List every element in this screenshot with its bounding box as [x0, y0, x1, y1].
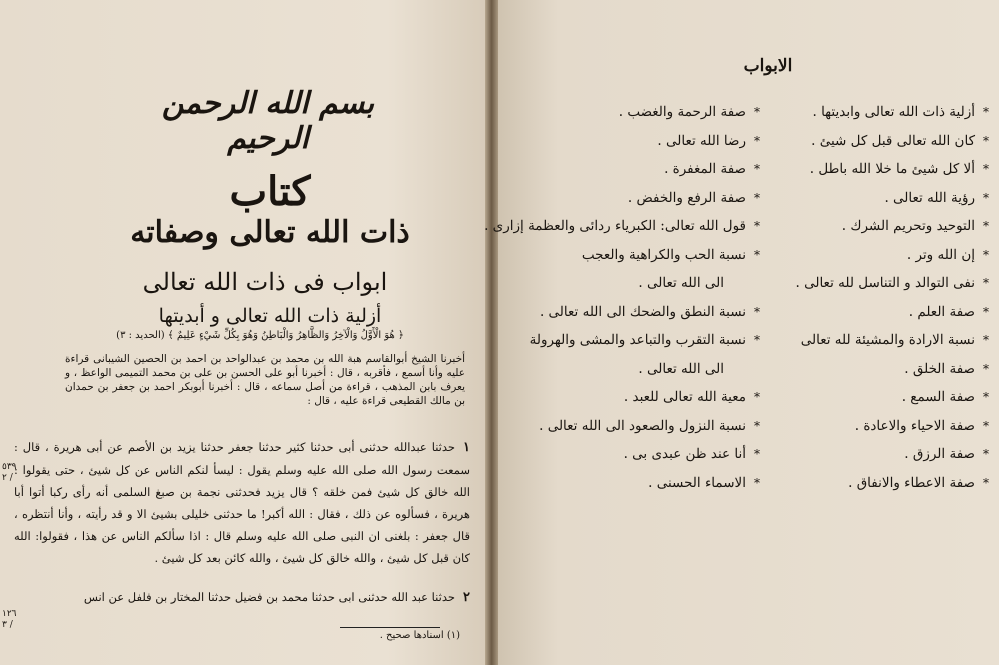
toc-item-label: صفة الاحياء والاعادة . — [854, 417, 975, 434]
toc-item — [797, 418, 993, 447]
toc-item-label: صفة العلم . — [908, 303, 975, 320]
toc-item — [540, 418, 764, 447]
toc-item-label: صفة السمع . — [901, 389, 975, 405]
toc-item-label: الى الله تعالى . — [638, 275, 724, 291]
isnad-paragraph: أخبرنا الشيخ أبوالقاسم هبة الله بن محمد بن عبدالواحد بن احمد بن الحصين الشيبانى قراءة عليه وأنا أسمع ، فأقربه ، قال : أخبرنا أبو على الحسن بن على بن محمد التميمى الواعظ ، و يعرف بابن المذهب ، قراءة من أصل سماعه ، قال : أخبرنا أبوبكر احمد بن جعفر بن حمدان بن مالك القطيعى قراءة عليه ، قال : — [65, 353, 465, 407]
book-gutter — [485, 0, 498, 665]
toc-item-label: أزلية ذات الله تعالى وابديتها . — [812, 104, 975, 120]
toc-item-label: إن الله وتر . — [906, 246, 975, 263]
bullet-icon: * — [983, 390, 989, 404]
margin-reference-1: ٥٣٩ / ٢ — [2, 462, 17, 483]
toc-item-label: رؤية الله تعالى . — [884, 189, 975, 206]
toc-item — [797, 190, 993, 219]
bullet-icon: * — [983, 304, 989, 319]
toc-item-label: نفى التوالد و التناسل لله تعالى . — [795, 275, 975, 291]
toc-item — [540, 190, 764, 219]
left-page — [0, 0, 485, 665]
toc-item-label: صفة الخلق . — [904, 360, 975, 377]
bullet-icon: * — [754, 390, 760, 404]
hadith-2-number: ٢ — [463, 590, 470, 605]
hadith-1-text: حدثنا عبدالله حدثنى أبى حدثنا كثير حدثنا جعفر حدثنا يزيد بن الأصم عن أبى هريرة ، قال : سمعت رسول الله صلى الله عليه وسلم يقول : ليسأ لنكم الناس عن كل شيئ ، حتى يقولوا : الله خالق كل شيئ فمن خلقه ؟ قال يزيد فحدثنى نجمة بن صبغ السلمى أنه رأى ركبا أتوا أبا هريرة ، فسألوه عن ذلك ، فقال : الله أكبر! ما حدثنى خليلى بشيئ الا و قد رأيته ، وأنا أنتظره ، قال جعفر : بلغنى ان النبى صلى الله عليه وسلم قال : اذا سألكم الناس عن هذا ، فقولوا: الله كان قبل كل شيئ ، والله خالق كل شيئ ، والله كائن بعد كل شيئ . — [14, 440, 470, 565]
toc-item — [540, 389, 764, 418]
bullet-icon: * — [983, 247, 989, 262]
toc-item-label: رضا الله تعالى . — [657, 132, 746, 149]
book-title: كتاب — [229, 168, 311, 215]
toc-item — [540, 247, 764, 276]
toc-item — [797, 361, 993, 390]
toc-item — [540, 104, 764, 133]
toc-item — [797, 332, 993, 361]
toc-item — [529, 332, 764, 361]
bullet-icon: * — [754, 418, 760, 433]
toc-item-label: صفة الاعطاء والانفاق . — [848, 474, 975, 491]
footnote-divider — [340, 627, 440, 628]
bullet-icon: * — [754, 162, 760, 176]
toc-item-label: صفة المغفرة . — [664, 161, 746, 177]
toc-column-2 — [484, 104, 764, 503]
quran-verse: ﴿ هُوَ الْأَوَّلُ وَالْآخِرُ وَالظَّاهِرُ وَالْبَاطِنُ وَهُوَ بِكُلِّ شَيْءٍ عَلِيمٌ ﴾ (الحديد : ٣) — [116, 330, 404, 341]
bullet-icon: * — [754, 447, 760, 461]
bullet-icon: * — [754, 133, 760, 148]
bullet-icon: * — [983, 162, 989, 176]
toc-item — [540, 275, 764, 304]
toc-item-label: الاسماء الحسنى . — [648, 474, 746, 491]
toc-item — [797, 304, 993, 333]
bullet-icon: * — [754, 475, 760, 490]
bullet-icon: * — [983, 105, 989, 119]
hadith-1-number: ١ — [463, 440, 470, 455]
book-subtitle: ذات الله تعالى وصفاته — [130, 215, 410, 250]
toc-item-label: صفة الرفع والخفض . — [627, 189, 746, 206]
bullet-icon: * — [754, 304, 760, 319]
hadith-1 — [14, 436, 470, 569]
bullet-icon: * — [983, 333, 989, 347]
bullet-icon: * — [983, 447, 989, 461]
toc-item — [540, 361, 764, 390]
section-title: ابواب فى ذات الله تعالى — [142, 268, 388, 296]
toc-column-1 — [797, 104, 993, 503]
basmala-heading: بسم الله الرحمن الرحيم — [161, 86, 375, 156]
chapter-title: أزلية ذات الله تعالى و أبديتها — [158, 305, 382, 327]
toc-item-label: قول الله تعالى: الكبرياء ردائى والعظمة إزارى . — [484, 218, 746, 234]
toc-item — [540, 161, 764, 190]
toc-item-label: نسبة الارادة والمشيئة لله تعالى — [800, 332, 975, 348]
toc-item-label: صفة الرزق . — [904, 446, 975, 462]
toc-item-label: الى الله تعالى . — [638, 360, 724, 377]
bullet-icon: * — [754, 247, 760, 262]
bullet-icon: * — [983, 276, 989, 290]
bullet-icon: * — [983, 361, 989, 376]
bullet-icon: * — [754, 219, 760, 233]
bullet-icon: * — [754, 105, 760, 119]
toc-item-label: نسبة التقرب والتباعد والمشى والهرولة — [529, 332, 746, 348]
toc-item-label: صفة الرحمة والغضب . — [618, 104, 746, 120]
margin-reference-2: ١٢٦ / ٣ — [2, 609, 17, 630]
toc-item — [540, 133, 764, 162]
toc-item — [540, 475, 764, 504]
hadith-2-text: حدثنا عبد الله حدثنى ابى حدثنا محمد بن فضيل حدثنا المختار بن فلفل عن انس — [83, 590, 456, 604]
toc-item — [797, 475, 993, 504]
toc-item — [797, 218, 993, 247]
bullet-icon: * — [983, 475, 989, 490]
bullet-icon: * — [754, 190, 760, 205]
toc-item-label: نسبة النزول والصعود الى الله تعالى . — [539, 417, 746, 434]
bullet-icon: * — [983, 418, 989, 433]
toc-item — [797, 161, 993, 190]
toc-item-label: معية الله تعالى للعبد . — [623, 389, 746, 405]
toc-item-label: أنا عند ظن عبدى بى . — [623, 446, 746, 462]
toc-item — [797, 247, 993, 276]
toc-title: الابواب — [743, 56, 793, 76]
toc-item — [797, 389, 993, 418]
toc-item-label: نسبة الحب والكراهية والعجب — [581, 246, 746, 263]
toc-item — [797, 133, 993, 162]
toc-item — [540, 304, 764, 333]
toc-item — [540, 446, 764, 475]
bullet-icon: * — [983, 133, 989, 148]
toc-item — [797, 275, 993, 304]
toc-item — [797, 446, 993, 475]
toc-item — [484, 218, 764, 247]
toc-item — [797, 104, 993, 133]
footnote: (١) اسنادها صحيح . — [379, 630, 460, 641]
bullet-icon: * — [983, 219, 989, 233]
toc-item-label: ألا كل شيئ ما خلا الله باطل . — [809, 161, 975, 177]
toc-item-label: كان الله تعالى قبل كل شيئ . — [811, 132, 975, 149]
bullet-icon: * — [754, 333, 760, 347]
toc-item-label: التوحيد وتحريم الشرك . — [841, 218, 975, 234]
bullet-icon: * — [983, 190, 989, 205]
hadith-2 — [14, 586, 470, 609]
toc-item-label: نسبة النطق والضحك الى الله تعالى . — [539, 303, 746, 320]
